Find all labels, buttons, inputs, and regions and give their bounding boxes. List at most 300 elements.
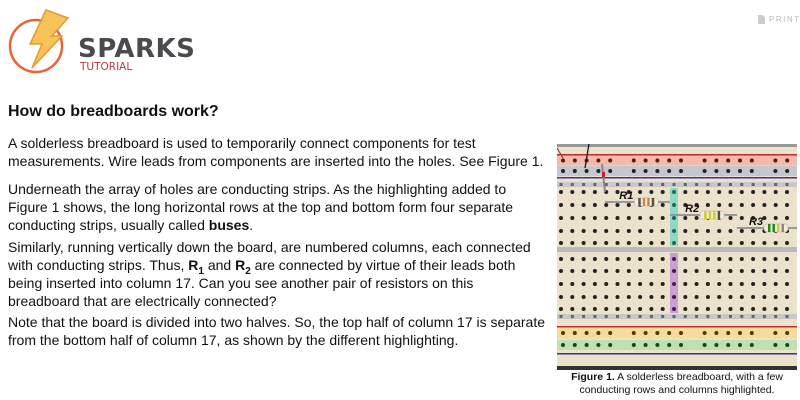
column-number bbox=[627, 315, 630, 318]
rail-hole bbox=[785, 159, 789, 163]
board-edge bbox=[557, 144, 797, 147]
hole bbox=[683, 269, 687, 273]
hole bbox=[582, 257, 586, 261]
hole bbox=[559, 190, 563, 194]
rail-hole bbox=[596, 159, 600, 163]
blue-line bbox=[557, 353, 797, 355]
hole bbox=[661, 190, 665, 194]
rail-hole bbox=[750, 343, 754, 347]
paragraph-2 bbox=[8, 180, 548, 234]
resistor-label: R1 bbox=[619, 190, 634, 202]
hole bbox=[570, 241, 574, 245]
hole bbox=[661, 203, 665, 207]
column-number bbox=[763, 315, 766, 318]
resistor-band bbox=[638, 198, 641, 206]
hole bbox=[762, 257, 766, 261]
rail-hole bbox=[714, 169, 718, 173]
rail-hole bbox=[644, 169, 648, 173]
rail-hole bbox=[703, 169, 707, 173]
hole bbox=[616, 282, 620, 286]
column-number bbox=[616, 183, 619, 186]
hole bbox=[762, 282, 766, 286]
rail-hole bbox=[608, 331, 612, 335]
rail-hole bbox=[773, 331, 777, 335]
rail-hole bbox=[632, 343, 636, 347]
hole bbox=[593, 203, 597, 207]
paragraph-3 bbox=[8, 238, 548, 310]
hole bbox=[785, 282, 789, 286]
top-rail-1 bbox=[557, 156, 797, 166]
rail-hole bbox=[679, 169, 683, 173]
hole bbox=[695, 241, 699, 245]
resistor-band bbox=[782, 224, 785, 232]
hole bbox=[627, 307, 631, 311]
hole bbox=[729, 229, 733, 233]
hole bbox=[717, 307, 721, 311]
paragraph-1: A solderless breadboard is used to temporarily connect components for test measurements. Wire leads from components are inserted into the holes. See Figure 1. bbox=[8, 135, 544, 169]
hole bbox=[774, 269, 778, 273]
column-number bbox=[571, 183, 574, 186]
hole bbox=[627, 229, 631, 233]
document-icon bbox=[758, 15, 765, 24]
hole bbox=[706, 282, 710, 286]
hole bbox=[593, 282, 597, 286]
hole bbox=[751, 241, 755, 245]
hole bbox=[695, 282, 699, 286]
hole bbox=[695, 269, 699, 273]
resistor-label: R2 bbox=[685, 203, 700, 215]
hole bbox=[559, 216, 563, 220]
rail-hole bbox=[644, 343, 648, 347]
column-number bbox=[752, 315, 755, 318]
hole bbox=[785, 190, 789, 194]
hole bbox=[762, 307, 766, 311]
hole bbox=[695, 229, 699, 233]
rail-hole bbox=[608, 169, 612, 173]
rail-hole bbox=[714, 159, 718, 163]
rail-hole bbox=[644, 331, 648, 335]
hole bbox=[604, 241, 608, 245]
rail-hole bbox=[655, 343, 659, 347]
hole bbox=[627, 241, 631, 245]
rail-hole bbox=[785, 343, 789, 347]
rail-hole bbox=[655, 331, 659, 335]
hole bbox=[695, 216, 699, 220]
hole bbox=[717, 241, 721, 245]
hole bbox=[570, 282, 574, 286]
column-number bbox=[718, 315, 721, 318]
rail-hole bbox=[573, 159, 577, 163]
hole bbox=[785, 203, 789, 207]
text: R bbox=[235, 257, 246, 273]
hole bbox=[638, 295, 642, 299]
column-number bbox=[673, 183, 676, 186]
buses-term: buses bbox=[208, 217, 250, 233]
column-number bbox=[661, 315, 664, 318]
hole bbox=[616, 307, 620, 311]
hole bbox=[604, 229, 608, 233]
hole bbox=[785, 269, 789, 273]
hole bbox=[729, 282, 733, 286]
column-number bbox=[763, 183, 766, 186]
hole bbox=[785, 216, 789, 220]
column-number bbox=[661, 183, 664, 186]
hole bbox=[774, 241, 778, 245]
hole bbox=[570, 307, 574, 311]
hole bbox=[582, 241, 586, 245]
hole bbox=[672, 216, 676, 220]
hole bbox=[774, 307, 778, 311]
hole bbox=[661, 257, 665, 261]
rail-hole bbox=[750, 159, 754, 163]
hole bbox=[616, 229, 620, 233]
subscript: 1 bbox=[198, 265, 204, 277]
hole bbox=[649, 307, 653, 311]
hole bbox=[616, 257, 620, 261]
column-number bbox=[740, 315, 743, 318]
column-number bbox=[706, 183, 709, 186]
column-number bbox=[740, 183, 743, 186]
hole bbox=[638, 307, 642, 311]
rail-hole bbox=[632, 331, 636, 335]
hole bbox=[672, 257, 676, 261]
hole bbox=[706, 307, 710, 311]
column-number bbox=[695, 315, 698, 318]
hole bbox=[559, 229, 563, 233]
hole bbox=[627, 216, 631, 220]
hole bbox=[570, 190, 574, 194]
resistor-band bbox=[768, 224, 771, 232]
column-number bbox=[684, 315, 687, 318]
rail-hole bbox=[714, 331, 718, 335]
wire-marker bbox=[602, 172, 605, 177]
hole bbox=[706, 257, 710, 261]
hole bbox=[627, 269, 631, 273]
rail-hole bbox=[573, 169, 577, 173]
hole bbox=[785, 307, 789, 311]
rail-hole bbox=[561, 159, 565, 163]
hole bbox=[593, 241, 597, 245]
hole bbox=[729, 307, 733, 311]
column-number bbox=[627, 183, 630, 186]
rail-hole bbox=[773, 343, 777, 347]
hole bbox=[751, 295, 755, 299]
hole bbox=[616, 269, 620, 273]
rail-hole bbox=[655, 159, 659, 163]
logo-subtitle: TUTORIAL bbox=[80, 61, 133, 73]
hole bbox=[593, 216, 597, 220]
subscript: 2 bbox=[245, 265, 251, 277]
hole bbox=[672, 229, 676, 233]
column-number bbox=[639, 315, 642, 318]
text: R bbox=[188, 257, 199, 273]
hole bbox=[559, 282, 563, 286]
resistor-band bbox=[652, 198, 655, 206]
rail-hole bbox=[750, 331, 754, 335]
column-number bbox=[593, 183, 596, 186]
hole bbox=[751, 269, 755, 273]
column-number bbox=[582, 315, 585, 318]
hole bbox=[774, 257, 778, 261]
hole bbox=[559, 269, 563, 273]
hole bbox=[570, 269, 574, 273]
hole bbox=[616, 216, 620, 220]
hole bbox=[582, 190, 586, 194]
hole bbox=[649, 282, 653, 286]
breadboard-figure bbox=[557, 144, 797, 370]
hole bbox=[649, 190, 653, 194]
hole bbox=[672, 307, 676, 311]
column-number bbox=[571, 315, 574, 318]
hole bbox=[661, 229, 665, 233]
hole bbox=[582, 216, 586, 220]
hole bbox=[683, 282, 687, 286]
hole bbox=[774, 216, 778, 220]
hole bbox=[774, 203, 778, 207]
resistor-band bbox=[647, 198, 650, 206]
rail-hole bbox=[667, 331, 671, 335]
hole bbox=[604, 216, 608, 220]
hole bbox=[604, 203, 608, 207]
hole bbox=[683, 229, 687, 233]
rail-hole bbox=[738, 331, 742, 335]
r1-label bbox=[188, 257, 204, 277]
text: are connected by virtue of their leads both being inserted into column 17. Can you see another pair of resistors on this breadboard that are electrically connected? bbox=[8, 257, 516, 309]
hole bbox=[593, 190, 597, 194]
hole bbox=[717, 257, 721, 261]
column-number bbox=[729, 315, 732, 318]
number-strip-top bbox=[557, 182, 797, 187]
bottom-rail-2 bbox=[557, 340, 797, 350]
logo-title: SPARKS bbox=[78, 34, 196, 64]
rail-hole bbox=[596, 343, 600, 347]
hole bbox=[649, 257, 653, 261]
hole bbox=[740, 282, 744, 286]
hole bbox=[717, 269, 721, 273]
column-number bbox=[684, 183, 687, 186]
sparks-logo[interactable] bbox=[6, 6, 196, 76]
column-number bbox=[673, 315, 676, 318]
hole bbox=[762, 241, 766, 245]
hole bbox=[604, 307, 608, 311]
hole bbox=[762, 269, 766, 273]
caption-label: Figure 1. bbox=[571, 371, 615, 383]
column-number bbox=[786, 315, 789, 318]
hole bbox=[672, 203, 676, 207]
hole bbox=[740, 307, 744, 311]
rail-hole bbox=[703, 159, 707, 163]
print-button[interactable] bbox=[758, 15, 800, 24]
hole bbox=[593, 269, 597, 273]
hole bbox=[582, 295, 586, 299]
hole bbox=[729, 295, 733, 299]
rail-hole bbox=[773, 159, 777, 163]
hole bbox=[785, 257, 789, 261]
rail-hole bbox=[750, 169, 754, 173]
rail-hole bbox=[679, 343, 683, 347]
hole bbox=[616, 295, 620, 299]
rail-hole bbox=[608, 159, 612, 163]
lightning-bolt-icon bbox=[6, 6, 76, 76]
rail-hole bbox=[655, 169, 659, 173]
text: and bbox=[203, 257, 236, 273]
column-number bbox=[593, 315, 596, 318]
rail-hole bbox=[703, 343, 707, 347]
column-number bbox=[774, 183, 777, 186]
text: . bbox=[249, 217, 254, 233]
rail-hole bbox=[726, 159, 730, 163]
resistor-band bbox=[643, 198, 646, 206]
hole bbox=[729, 190, 733, 194]
hole bbox=[638, 257, 642, 261]
hole bbox=[661, 269, 665, 273]
hole bbox=[661, 295, 665, 299]
hole bbox=[627, 203, 631, 207]
rail-hole bbox=[679, 159, 683, 163]
hole bbox=[616, 241, 620, 245]
paragraph-4: Note that the board is divided into two halves. So, the top half of column 17 is separate from the bottom half of column 17, as shown by the different highlighting. bbox=[8, 314, 545, 348]
hole bbox=[717, 190, 721, 194]
hole bbox=[638, 190, 642, 194]
resistor-body bbox=[764, 224, 788, 232]
rail-hole bbox=[561, 343, 565, 347]
hole bbox=[785, 241, 789, 245]
hole bbox=[638, 241, 642, 245]
red-line bbox=[557, 154, 797, 156]
hole bbox=[627, 295, 631, 299]
rail-hole bbox=[573, 343, 577, 347]
hole bbox=[649, 269, 653, 273]
hole bbox=[740, 257, 744, 261]
hole bbox=[706, 295, 710, 299]
hole bbox=[627, 282, 631, 286]
hole bbox=[593, 257, 597, 261]
text: Underneath the array of holes are conducting strips. As the highlighting added to Figure 1 shows, the long horizontal rows at the top and bottom form four separate conducting strips, usually called bbox=[8, 181, 514, 233]
hole bbox=[559, 241, 563, 245]
top-rail-2 bbox=[557, 166, 797, 176]
hole bbox=[683, 307, 687, 311]
hole bbox=[751, 203, 755, 207]
rail-hole bbox=[726, 169, 730, 173]
rail-hole bbox=[561, 331, 565, 335]
hole bbox=[683, 190, 687, 194]
hole bbox=[751, 307, 755, 311]
hole bbox=[638, 229, 642, 233]
hole bbox=[717, 229, 721, 233]
rail-hole bbox=[585, 343, 589, 347]
rail-hole bbox=[714, 343, 718, 347]
hole bbox=[661, 282, 665, 286]
hole bbox=[593, 229, 597, 233]
column-number bbox=[605, 315, 608, 318]
blue-line bbox=[557, 177, 797, 179]
rail-hole bbox=[667, 169, 671, 173]
hole bbox=[582, 307, 586, 311]
hole bbox=[683, 257, 687, 261]
column-number bbox=[616, 315, 619, 318]
column-number bbox=[695, 183, 698, 186]
hole bbox=[717, 295, 721, 299]
rail-hole bbox=[561, 169, 565, 173]
hole bbox=[762, 203, 766, 207]
resistor-band bbox=[718, 211, 721, 219]
rail-hole bbox=[726, 331, 730, 335]
rail-hole bbox=[726, 343, 730, 347]
hole bbox=[649, 216, 653, 220]
column-number bbox=[752, 183, 755, 186]
resistor-band bbox=[777, 224, 780, 232]
column-number bbox=[650, 315, 653, 318]
hole bbox=[740, 241, 744, 245]
hole bbox=[593, 295, 597, 299]
column-number bbox=[718, 183, 721, 186]
hole bbox=[695, 257, 699, 261]
hole bbox=[729, 257, 733, 261]
hole bbox=[672, 190, 676, 194]
hole bbox=[672, 241, 676, 245]
rail-hole bbox=[785, 331, 789, 335]
page-title: How do breadboards work? bbox=[8, 103, 219, 120]
hole bbox=[570, 229, 574, 233]
figure-caption bbox=[557, 371, 797, 397]
board-edge bbox=[557, 366, 797, 370]
rail-hole bbox=[738, 159, 742, 163]
hole bbox=[751, 282, 755, 286]
hole bbox=[649, 295, 653, 299]
rail-hole bbox=[632, 159, 636, 163]
hole bbox=[740, 229, 744, 233]
hole bbox=[661, 216, 665, 220]
hole bbox=[695, 307, 699, 311]
hole bbox=[582, 203, 586, 207]
hole bbox=[604, 282, 608, 286]
hole bbox=[751, 190, 755, 194]
column-number bbox=[706, 315, 709, 318]
hole bbox=[740, 269, 744, 273]
rail-hole bbox=[632, 169, 636, 173]
hole bbox=[604, 257, 608, 261]
hole bbox=[717, 203, 721, 207]
hole bbox=[683, 241, 687, 245]
rail-hole bbox=[585, 331, 589, 335]
bottom-rail-1 bbox=[557, 328, 797, 338]
hole bbox=[683, 295, 687, 299]
column-number bbox=[639, 183, 642, 186]
hole bbox=[559, 203, 563, 207]
rail-hole bbox=[573, 331, 577, 335]
hole bbox=[706, 229, 710, 233]
caption-text: A solderless breadboard, with a few conducting rows and columns highlighted. bbox=[579, 371, 783, 396]
hole bbox=[649, 241, 653, 245]
hole bbox=[649, 229, 653, 233]
hole bbox=[762, 190, 766, 194]
hole bbox=[683, 216, 687, 220]
rail-hole bbox=[667, 159, 671, 163]
column-number bbox=[582, 183, 585, 186]
hole bbox=[570, 203, 574, 207]
r2-label bbox=[235, 257, 251, 277]
hole bbox=[729, 216, 733, 220]
hole bbox=[729, 241, 733, 245]
hole bbox=[785, 295, 789, 299]
hole bbox=[582, 229, 586, 233]
hole bbox=[706, 241, 710, 245]
hole bbox=[638, 216, 642, 220]
hole bbox=[751, 229, 755, 233]
hole bbox=[740, 203, 744, 207]
hole bbox=[740, 295, 744, 299]
column-number bbox=[560, 183, 563, 186]
